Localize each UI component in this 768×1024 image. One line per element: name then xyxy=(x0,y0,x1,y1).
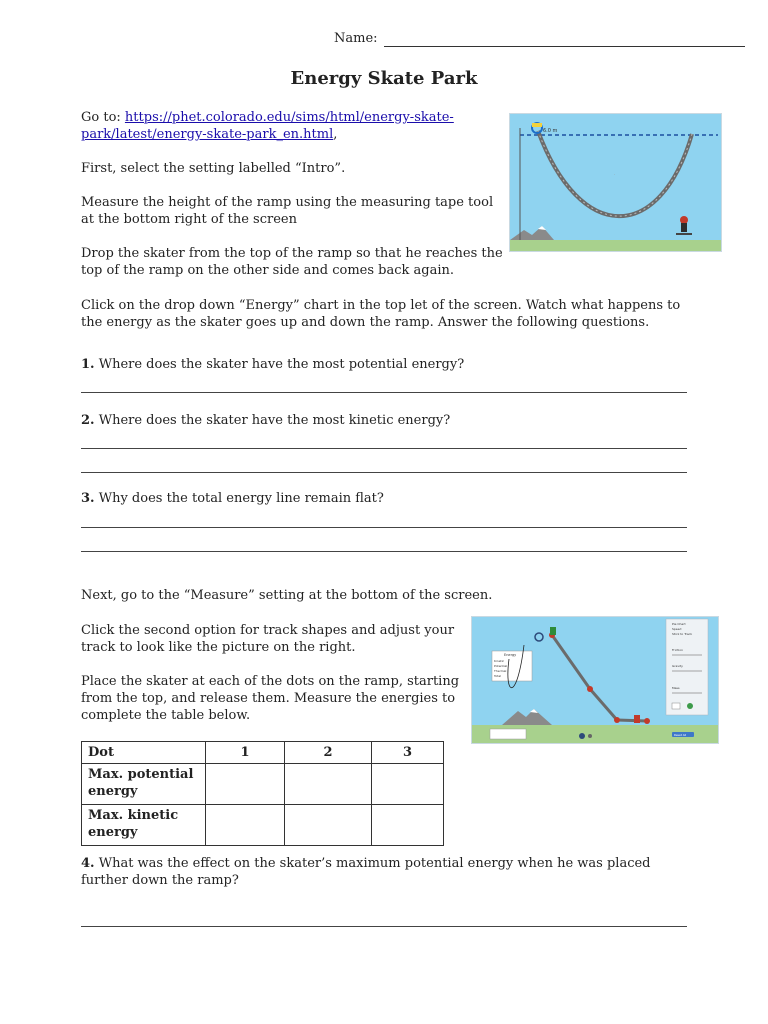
measure-paragraph-1: Next, go to the “Measure” setting at the bottom of the screen. xyxy=(81,588,493,603)
sim-link-line1[interactable]: https://phet.colorado.edu/sims/html/energy-skate- xyxy=(124,110,454,125)
control-mass: Mass xyxy=(672,686,680,690)
intro-paragraph-3 xyxy=(81,245,503,279)
intro-p2-line2: at the bottom right of the screen xyxy=(81,212,297,227)
question-3-number: 3. xyxy=(81,491,95,506)
energy-panel-potential: Potential xyxy=(494,664,508,668)
intro-sim-screenshot xyxy=(509,113,722,252)
page-title: Energy Skate Park xyxy=(290,68,478,89)
cell-potential-3[interactable] xyxy=(372,764,444,805)
measure-sim-image xyxy=(472,617,718,743)
question-2-number: 2. xyxy=(81,413,95,428)
energy-panel-kinetic: Kinetic xyxy=(494,659,505,663)
measure-sim-screenshot xyxy=(471,616,719,744)
table-header-row xyxy=(82,742,444,764)
question-3-text: Why does the total energy line remain flat? xyxy=(94,491,384,506)
question-2 xyxy=(81,412,450,429)
measure-paragraph-2 xyxy=(81,622,454,656)
reset-all-button: Reset All xyxy=(674,733,687,737)
question-1 xyxy=(81,356,464,373)
question-3 xyxy=(81,490,384,507)
row-label-potential xyxy=(82,764,206,805)
intro-paragraph-2 xyxy=(81,194,493,228)
question-1-text: Where does the skater have the most potential energy? xyxy=(94,357,465,372)
name-label: Name: xyxy=(334,31,378,46)
control-friction: Friction xyxy=(672,648,683,652)
goto-paragraph xyxy=(81,109,454,143)
table-header-1: 1 xyxy=(206,742,285,764)
answer-line-3a[interactable] xyxy=(81,527,687,528)
cell-kinetic-1[interactable] xyxy=(206,805,285,846)
intro-p3-line2: top of the ramp on the other side and comes back again. xyxy=(81,263,454,278)
goto-prefix: Go to: xyxy=(81,110,125,125)
intro-p2-line1: Measure the height of the ramp using the measuring tape tool xyxy=(81,195,494,210)
energy-panel-thermal: Thermal xyxy=(494,669,507,673)
question-4-text-line2: further down the ramp? xyxy=(81,873,239,888)
answer-line-2a[interactable] xyxy=(81,448,687,449)
intro-paragraph-1: First, select the setting labelled “Intro”. xyxy=(81,161,346,176)
intro-sim-image xyxy=(510,114,721,251)
question-1-number: 1. xyxy=(81,357,95,372)
table-row xyxy=(82,805,444,846)
measure-p3-line1: Place the skater at each of the dots on the ramp, starting xyxy=(81,674,460,689)
measure-p2-line2: track to look like the picture on the right. xyxy=(81,640,356,655)
answer-line-2b[interactable] xyxy=(81,472,687,473)
tape-measure-label: 6.0 m xyxy=(543,128,558,134)
answer-line-4a[interactable] xyxy=(81,926,687,927)
cell-kinetic-3[interactable] xyxy=(372,805,444,846)
intro-paragraph-4 xyxy=(81,297,680,331)
sim-link-line2[interactable]: park/latest/energy-skate-park_en.html xyxy=(81,127,334,142)
row-label-kinetic-line2: energy xyxy=(88,825,138,840)
cell-kinetic-2[interactable] xyxy=(285,805,372,846)
cell-potential-1[interactable] xyxy=(206,764,285,805)
energy-table xyxy=(81,741,444,846)
cell-potential-2[interactable] xyxy=(285,764,372,805)
question-4-text-line1: What was the effect on the skater’s maximum potential energy when he was placed xyxy=(94,856,651,871)
control-gravity: Gravity xyxy=(672,664,683,668)
row-label-potential-line1: Max. potential xyxy=(88,767,194,782)
question-2-text: Where does the skater have the most kinetic energy? xyxy=(94,413,451,428)
intro-p3-line1: Drop the skater from the top of the ramp so that he reaches the xyxy=(81,246,503,261)
measure-p3-line3: complete the table below. xyxy=(81,708,251,723)
row-label-potential-line2: energy xyxy=(88,784,138,799)
measure-p2-line1: Click the second option for track shapes and adjust your xyxy=(81,623,455,638)
intro-p4-line1: Click on the drop down “Energy” chart in the top let of the screen. Watch what happens to xyxy=(81,298,681,313)
control-speed: Speed xyxy=(672,627,682,631)
table-header-dot: Dot xyxy=(82,742,206,764)
answer-line-1a[interactable] xyxy=(81,392,687,393)
table-row xyxy=(82,764,444,805)
answer-line-3b[interactable] xyxy=(81,551,687,552)
energy-panel-title: Energy xyxy=(504,653,517,657)
question-4-number: 4. xyxy=(81,856,95,871)
energy-panel-total: Total xyxy=(494,674,502,678)
table-header-2: 2 xyxy=(285,742,372,764)
intro-p4-line2: the energy as the skater goes up and down the ramp. Answer the following questions. xyxy=(81,315,650,330)
measure-paragraph-3 xyxy=(81,673,459,724)
table-header-3: 3 xyxy=(372,742,444,764)
row-label-kinetic-line1: Max. kinetic xyxy=(88,808,179,823)
control-pie-chart: Pie Chart xyxy=(672,622,686,626)
svg-text:·: · xyxy=(614,172,616,177)
control-stick-to-track: Stick to Track xyxy=(672,632,693,636)
measure-p3-line2: from the top, and release them. Measure the energies to xyxy=(81,691,456,706)
name-field[interactable] xyxy=(384,46,745,47)
link-suffix: , xyxy=(333,127,338,142)
question-4 xyxy=(81,855,651,889)
row-label-kinetic xyxy=(82,805,206,846)
